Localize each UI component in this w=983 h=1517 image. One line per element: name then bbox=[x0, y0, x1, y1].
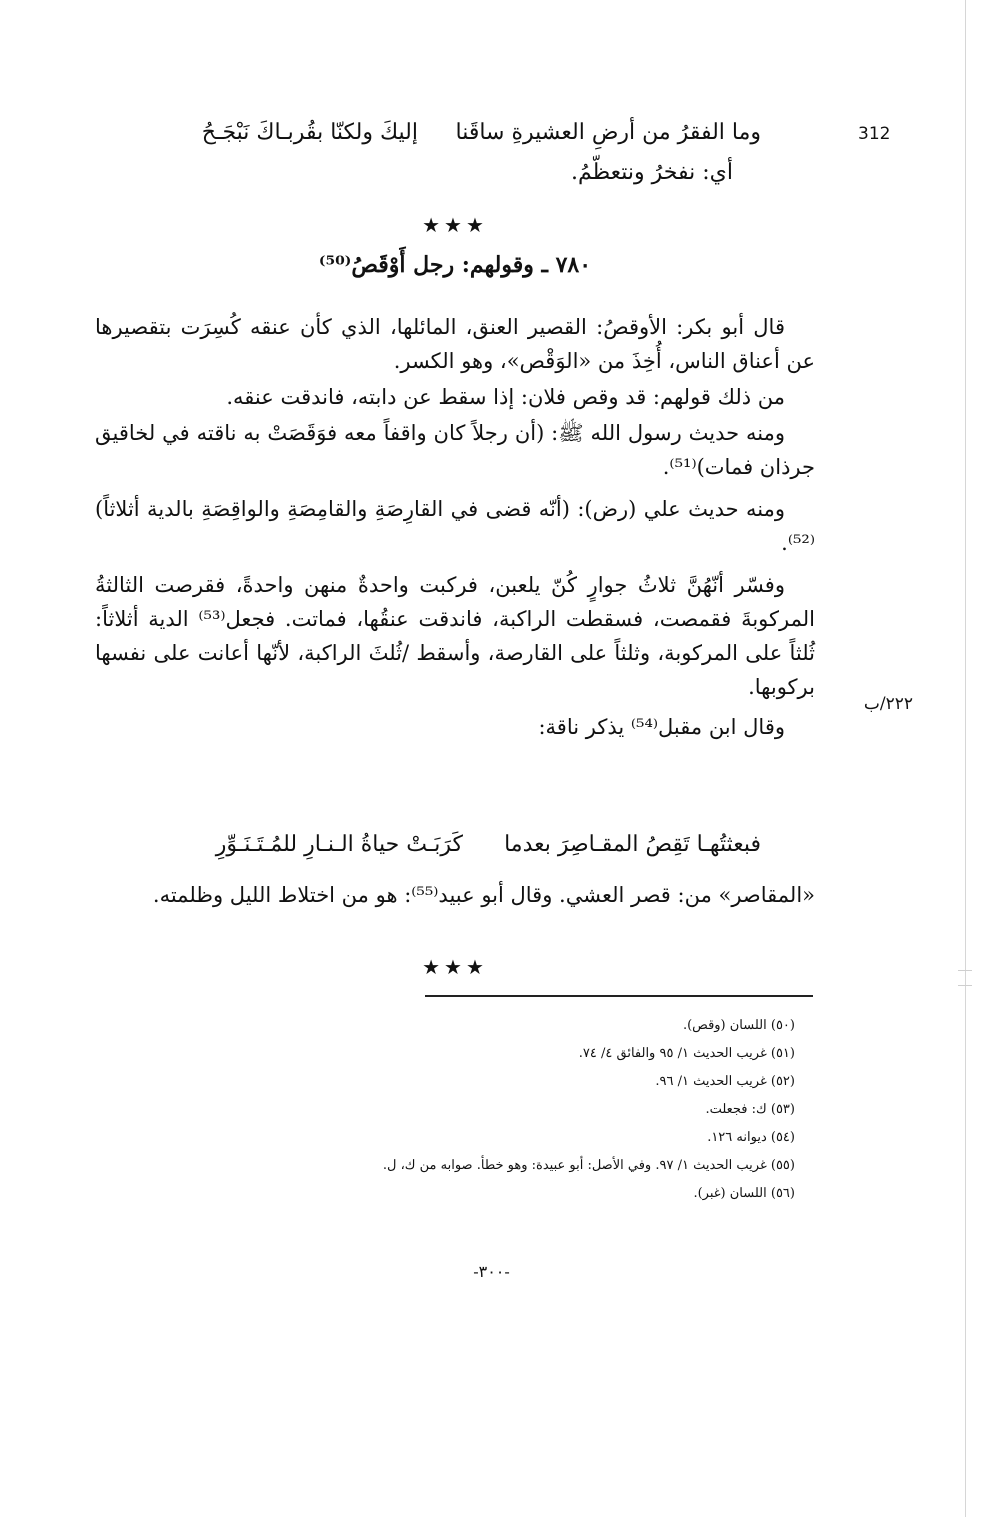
paragraph: وفسّر أنّهُنَّ ثلاثُ جوارٍ كُنّ يلعبن، فركبت واحدةٌ منهن واحدةً، فقرصت الثالثةُ المركوبةَ فقمصت، فسقطت الراكبة، فاندقت عنقُها، فماتت. فجعل⁽⁵³⁾ الدية أثلاثاً: ثُلثاً على المركوبة، وثلثاً على القارصة، وأسقط /ثُلثَ الراكبة، لأنّها أعانت على نفسها بركوبها. bbox=[95, 573, 815, 699]
scan-edge-mark bbox=[958, 985, 972, 986]
footnote: (٥١) غريب الحديث ١/ ٩٥ والفائق ٤/ ٧٤. bbox=[578, 1046, 795, 1061]
body-text bbox=[95, 310, 815, 744]
scan-edge-line bbox=[965, 0, 966, 1517]
footnote: (٥٥) غريب الحديث ١/ ٩٧. وفي الأصل: أبو عبيدة: وهو خطأ. صوابه من ك، ل. bbox=[382, 1158, 795, 1173]
paragraph: ومنه حديث رسول الله ﷺ: (أن رجلاً كان واقفاً معه فوَقَصَتْ به ناقته في لخاقيق جرذان فمات)⁽⁵¹⁾. bbox=[95, 421, 815, 479]
footnote: (٥٦) اللسان (غبر). bbox=[693, 1186, 795, 1201]
footnote: (٥٤) ديوانه ١٢٦. bbox=[707, 1130, 795, 1145]
verse2-hemistich-left: كَرَبَـتْ حياةُ الـنـارِ للمُـتَـنَـوِّرِ bbox=[215, 832, 463, 857]
printed-page-number: -٣٠٠- bbox=[473, 1262, 510, 1281]
section-separator: ★★★ bbox=[422, 955, 488, 979]
footnote: (٥٠) اللسان (وقص). bbox=[682, 1018, 795, 1033]
paragraph: قال أبو بكر: الأوقصُ: القصير العنق، المائلها، الذي كأن عنقه كُسِرَت بتقصيرها عن أعناق الناس، أُخِذَ من «الوَقْص»، وهو الكسر. bbox=[95, 315, 815, 373]
manuscript-folio-note: ٢٢٢/ب bbox=[863, 694, 913, 714]
verse2-hemistich-right: فبعثتُهـا تَقِصُ المقـاصِرَ بعدما bbox=[504, 832, 761, 857]
verse1-gloss: أي: نفخرُ ونتعظّمُ. bbox=[570, 160, 733, 185]
verse1-hemistich-right: وما الفقرُ من أرضِ العشيرةِ ساقَنا bbox=[455, 120, 761, 145]
paragraph: وقال ابن مقبل⁽⁵⁴⁾ يذكر ناقة: bbox=[538, 715, 785, 739]
footnote-rule bbox=[425, 995, 813, 997]
scan-edge-mark bbox=[958, 970, 972, 971]
footnote: (٥٣) ك: فجعلت. bbox=[705, 1102, 795, 1117]
entry-heading: ٧٨٠ ـ وقولهم: رجل أَوْقَصُ⁽⁵⁰⁾ bbox=[318, 252, 592, 278]
section-separator: ★★★ bbox=[422, 213, 488, 237]
body-text-continued bbox=[95, 878, 815, 912]
page-number: 312 bbox=[858, 124, 891, 144]
paragraph: ومنه حديث علي (رض): (أنّه قضى في القارِصَةِ والقامِصَةِ والواقِصَةِ بالدية أثلاثاً)⁽⁵²⁾. bbox=[95, 497, 815, 555]
paragraph: من ذلك قولهم: قد وقص فلان: إذا سقط عن دابته، فاندقت عنقه. bbox=[226, 385, 785, 409]
footnote: (٥٢) غريب الحديث ١/ ٩٦. bbox=[655, 1074, 795, 1089]
paragraph: «المقاصر» من: قصر العشي. وقال أبو عبيد⁽⁵⁵⁾: هو من اختلاط الليل وظلمته. bbox=[152, 883, 815, 907]
verse1-hemistich-left: إليكَ ولكنّا بقُربـاكَ نَبْجَـحُ bbox=[201, 120, 418, 145]
